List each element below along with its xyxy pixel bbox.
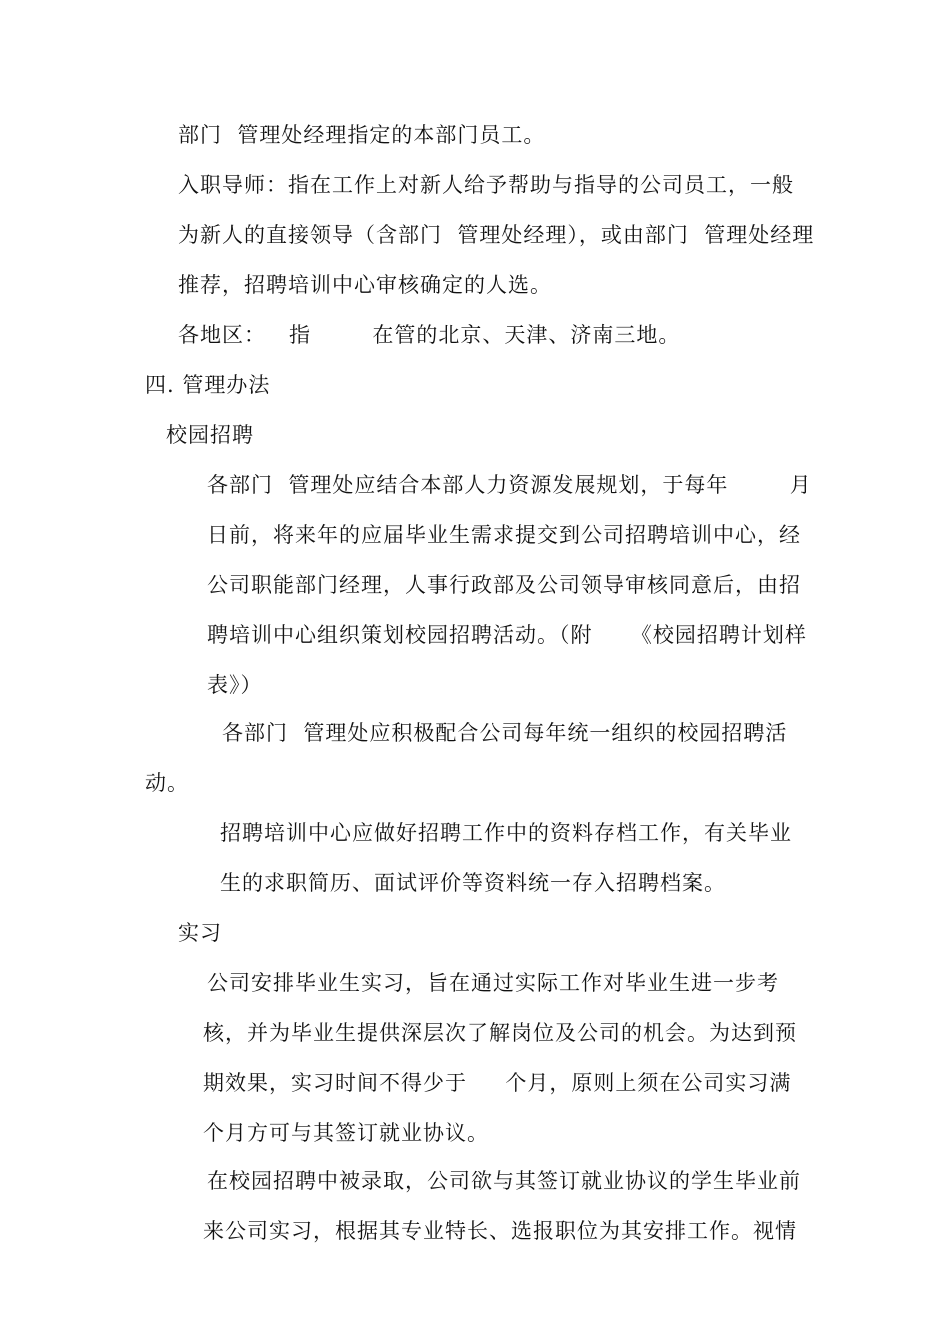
text-line-4: 推荐，招聘培训中心审核确定的人选。 <box>178 273 552 297</box>
text-line-2: 入职导师：指在工作上对新人给予帮助与指导的公司员工，一般 <box>178 173 794 197</box>
text-line-1: 部门 管理处经理指定的本部门员工。 <box>178 123 546 147</box>
text-line-12: 表》） <box>207 673 263 697</box>
text-line-11: 聘培训中心组织策划校园招聘活动。（附 《校园招聘计划样 <box>207 623 807 647</box>
text-line-8: 各部门 管理处应结合本部人力资源发展规划，于每年 月 <box>207 473 812 497</box>
text-line-3: 为新人的直接领导（含部门 管理处经理），或由部门 管理处经理 <box>178 223 815 247</box>
text-line-15: 招聘培训中心应做好招聘工作中的资料存档工作，有关毕业 <box>220 821 792 845</box>
text-line-20: 期效果，实习时间不得少于 个月，原则上须在公司实习满 <box>203 1071 792 1095</box>
text-line-21: 个月方可与其签订就业协议。 <box>203 1121 489 1145</box>
text-line-22: 在校园招聘中被录取，公司欲与其签订就业协议的学生毕业前 <box>207 1169 801 1193</box>
text-line-19: 核，并为毕业生提供深层次了解岗位及公司的机会。为达到预 <box>203 1021 797 1045</box>
text-line-14: 动。 <box>145 771 189 795</box>
text-line-10: 公司职能部门经理，人事行政部及公司领导审核同意后，由招 <box>207 573 801 597</box>
text-line-18: 公司安排毕业生实习，旨在通过实际工作对毕业生进一步考 <box>207 971 779 995</box>
text-line-5: 各地区： 指 在管的北京、天津、济南三地。 <box>178 323 681 347</box>
text-line-16: 生的求职简历、面试评价等资料统一存入招聘档案。 <box>220 871 726 895</box>
subsection-heading-campus-recruitment: 校园招聘 <box>166 423 254 447</box>
text-line-23: 来公司实习，根据其专业特长、选报职位为其安排工作。视情 <box>203 1219 797 1243</box>
subsection-heading-internship: 实习 <box>178 921 222 945</box>
section-heading: 四. 管理办法 <box>145 373 271 397</box>
text-line-13: 各部门 管理处应积极配合公司每年统一组织的校园招聘活 <box>222 721 788 745</box>
text-line-9: 日前，将来年的应届毕业生需求提交到公司招聘培训中心，经 <box>207 523 801 547</box>
